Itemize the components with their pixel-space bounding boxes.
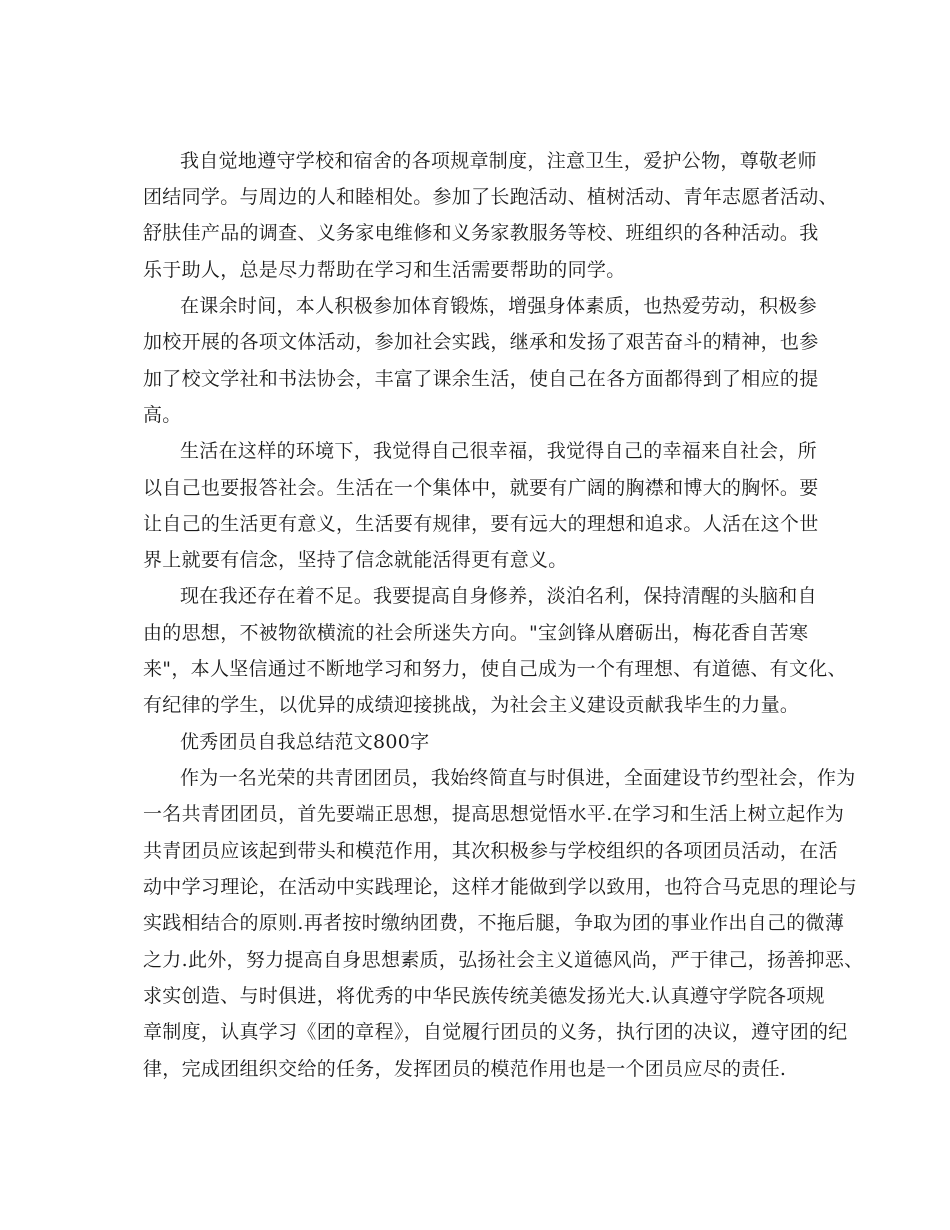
text-line: 乐于助人，总是尽力帮助在学习和生活需要帮助的同学。 (143, 259, 626, 281)
text-line: 实践相结合的原则.再者按时缴纳团费，不拖后腿，争取为团的事业作出自己的微薄 (143, 912, 845, 934)
text-line: 律，完成团组织交给的任务，发挥团员的模范作用也是一个团员应尽的责任. (143, 1058, 787, 1080)
text-line: 现在我还存在着不足。我要提高自身修养，淡泊名利，保持清醒的头脑和自 (180, 585, 817, 607)
text-line: 在课余时间，本人积极参加体育锻炼，增强身体素质，也热爱劳动，积极参 (180, 295, 817, 317)
text-line: 一名共青团团员，首先要端正思想，提高思想觉悟水平.在学习和生活上树立起作为 (143, 803, 845, 825)
text-line: 高。 (143, 404, 182, 426)
text-line: 求实创造、与时俱进，将优秀的中华民族传统美德发扬光大.认真遵守学院各项规 (143, 985, 825, 1007)
text-line: 章制度，认真学习《团的章程》，自觉履行团员的义务，执行团的决议，遵守团的纪 (143, 1021, 848, 1043)
text-line: 由的思想，不被物欲横流的社会所迷失方向。"宝剑锋从磨砺出，梅花香自苦寒 (143, 622, 809, 644)
text-line: 加了校文学社和书法协会，丰富了课余生活，使自己在各方面都得到了相应的提 (143, 368, 819, 390)
text-line: 以自己也要报答社会。生活在一个集体中，就要有广阔的胸襟和博大的胸怀。要 (143, 477, 819, 499)
text-line: 作为一名光荣的共青团团员，我始终简直与时俱进，全面建设节约型社会，作为 (180, 767, 856, 789)
text-line: 舒肤佳产品的调查、义务家电维修和义务家教服务等校、班组织的各种活动。我 (143, 222, 819, 244)
section-heading: 优秀团员自我总结范文800字 (180, 731, 430, 753)
text-line: 我自觉地遵守学校和宿舍的各项规章制度，注意卫生，爱护公物，尊敬老师 (180, 150, 817, 172)
text-line: 有纪律的学生，以优异的成绩迎接挑战，为社会主义建设贡献我毕生的力量。 (143, 694, 800, 716)
text-line: 团结同学。与周边的人和睦相处。参加了长跑活动、植树活动、青年志愿者活动、 (143, 186, 838, 208)
text-line: 加校开展的各项文体活动，参加社会实践，继承和发扬了艰苦奋斗的精神，也参 (143, 331, 819, 353)
text-line: 共青团员应该起到带头和模范作用，其次积极参与学校组织的各项团员活动，在活 (143, 840, 838, 862)
text-line: 让自己的生活更有意义，生活要有规律，要有远大的理想和追求。人活在这个世 (143, 513, 819, 535)
text-line: 界上就要有信念，坚持了信念就能活得更有意义。 (143, 549, 568, 571)
text-line: 动中学习理论，在活动中实践理论，这样才能做到学以致用，也符合马克思的理论与 (143, 876, 858, 898)
text-line: 之力.此外，努力提高自身思想素质，弘扬社会主义道德风尚，严于律己，扬善抑恶、 (143, 949, 864, 971)
text-line: 来"，本人坚信通过不断地学习和努力，使自己成为一个有理想、有道德、有文化、 (143, 658, 847, 680)
text-line: 生活在这样的环境下，我觉得自己很幸福，我觉得自己的幸福来自社会，所 (180, 440, 817, 462)
